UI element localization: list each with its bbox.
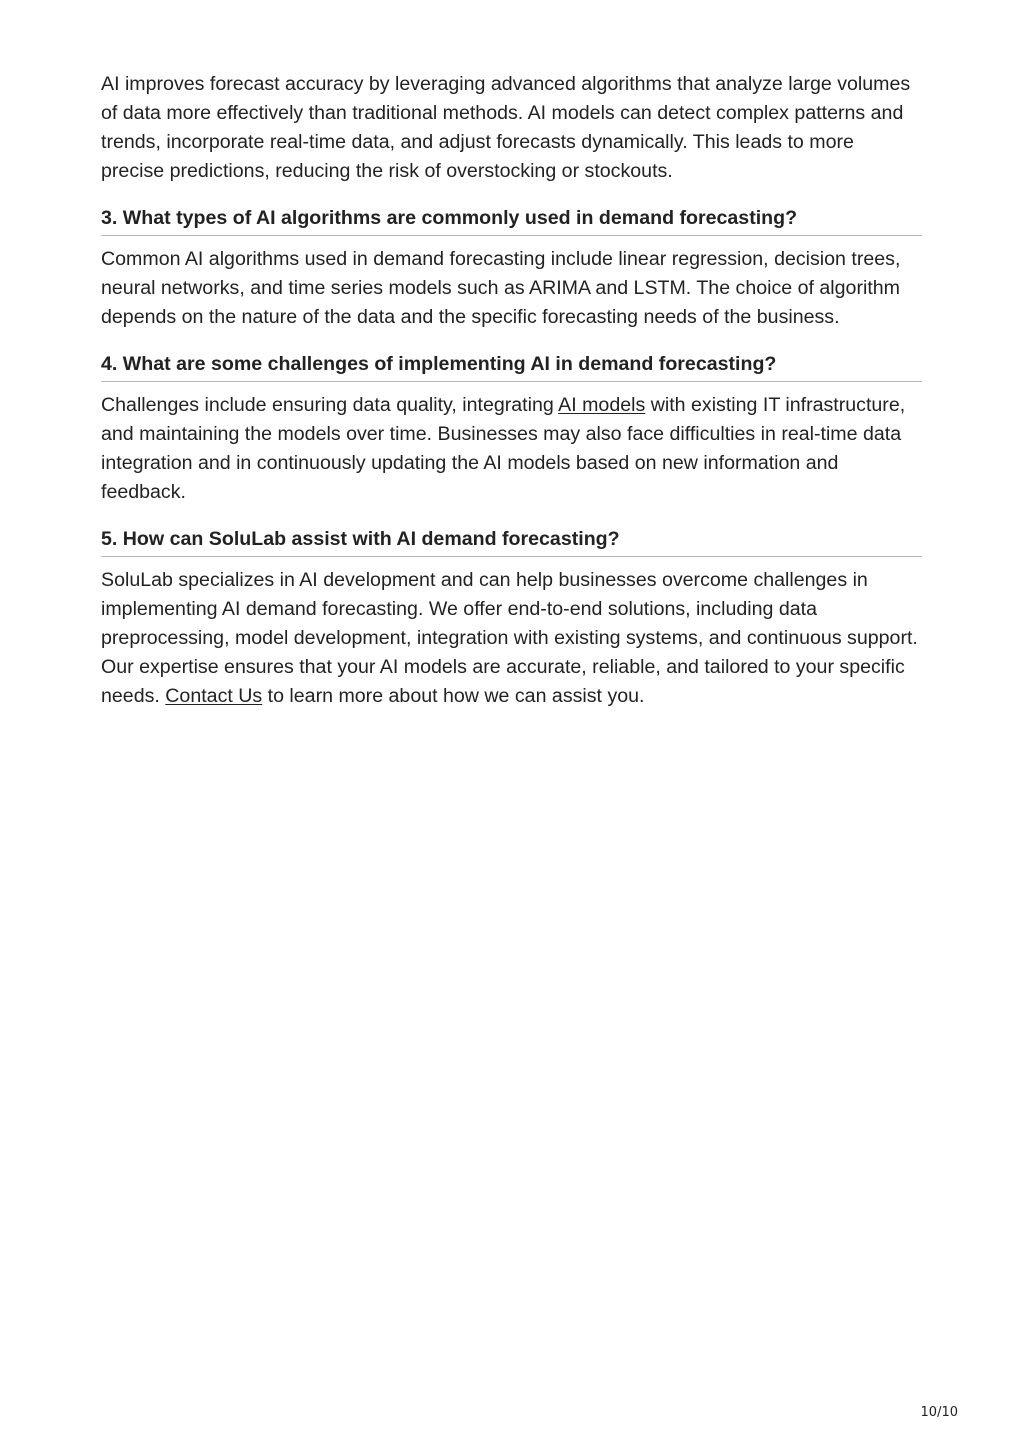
answer-5-text-after: to learn more about how we can assist you.: [262, 685, 645, 707]
answer-5-paragraph: [101, 566, 922, 711]
answer-4-text-before: Challenges include ensuring data quality, integrating: [101, 394, 559, 416]
answer-2-paragraph: AI improves forecast accuracy by leveraging advanced algorithms that analyze large volumes of data more effectively than traditional methods. AI models can detect complex patterns and trends, incorporate real-time data, and adjust forecasts dynamically. This leads to more precise predictions, reducing the risk of overstocking or stockouts.: [101, 73, 911, 182]
page-number: 10/10: [920, 1405, 958, 1420]
answer-4-paragraph: [101, 391, 922, 507]
answer-3-paragraph: Common AI algorithms used in demand forecasting include linear regression, decision trees, neural networks, and time series models such as ARIMA and LSTM. The choice of algorithm depends on the nature of the data and the specific forecasting needs of the business.: [101, 248, 901, 328]
question-4-heading: 4. What are some challenges of implementing AI in demand forecasting?: [101, 352, 922, 382]
question-5-heading: 5. How can SoluLab assist with AI demand forecasting?: [101, 527, 922, 557]
contact-us-link[interactable]: Contact Us: [165, 685, 263, 707]
answer-4-text-after: with existing IT infrastructure, and maintaining the models over time. Businesses may also face difficulties in real-time data integration and in continuously updating the AI models based on new information and feedback.: [101, 394, 906, 503]
ai-models-link[interactable]: AI models: [558, 394, 646, 416]
faq-content: [101, 70, 922, 711]
answer-5-text-before: SoluLab specializes in AI development and can help businesses overcome challenges in implementing AI demand forecasting. We offer end-to-end solutions, including data preprocessing, model development, integration with existing systems, and continuous support. Our expertise ensures that your AI models are accurate, reliable, and tailored to your specific needs.: [101, 569, 918, 707]
question-3-heading: 3. What types of AI algorithms are commonly used in demand forecasting?: [101, 206, 922, 236]
